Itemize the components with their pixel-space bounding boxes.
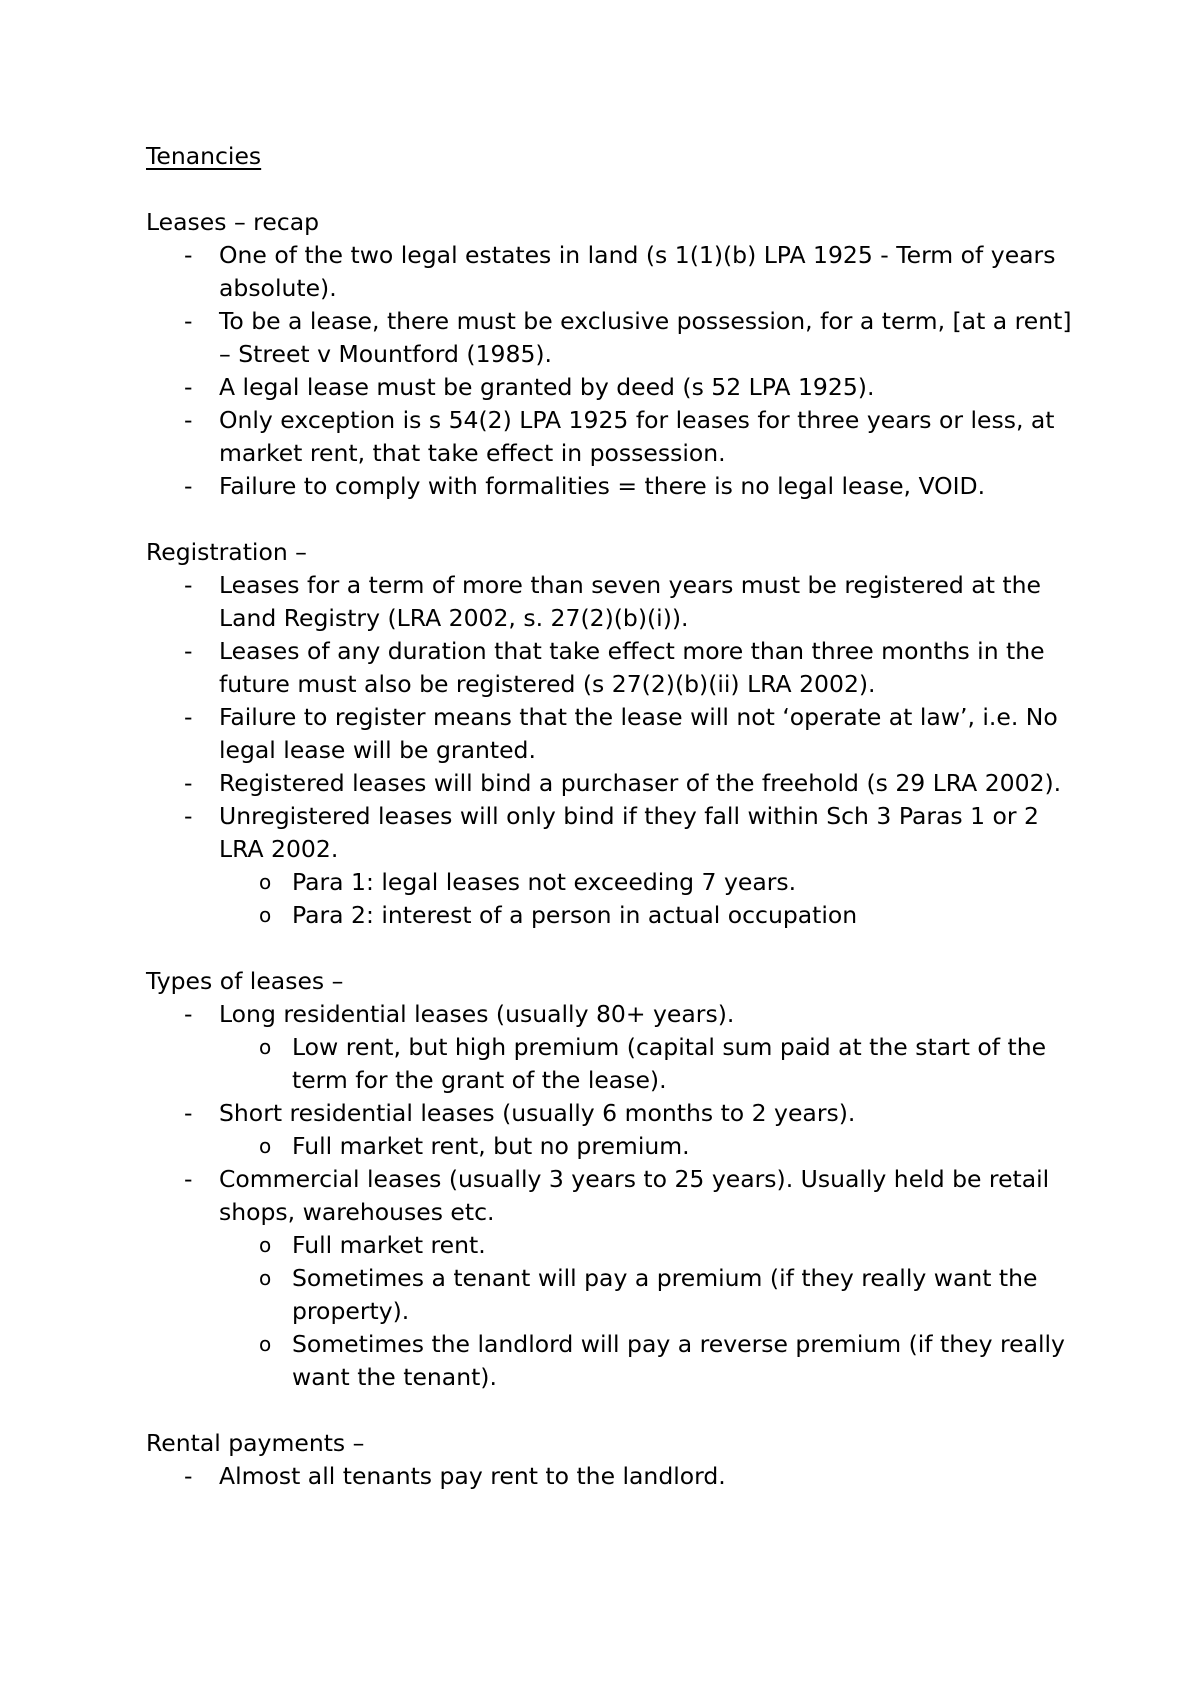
dash-bullet: - (184, 1462, 193, 1490)
sub-list-item (219, 1262, 1086, 1328)
dash-bullet: - (184, 571, 193, 599)
sub-list-item-text: Sometimes a tenant will pay a premium (if they really want the property). (292, 1264, 1038, 1325)
list-item-text: Only exception is s 54(2) LPA 1925 for leases for three years or less, at market rent, that take effect in possession. (219, 406, 1055, 467)
bullet-list (146, 239, 1086, 503)
dash-bullet: - (184, 1099, 193, 1127)
sub-list-item (219, 866, 1086, 899)
section (146, 206, 1086, 503)
sub-list-item (219, 1130, 1086, 1163)
document-title: Tenancies (146, 142, 262, 170)
list-item-text: Short residential leases (usually 6 months to 2 years). (219, 1099, 856, 1127)
list-item (146, 404, 1086, 470)
circle-bullet: o (259, 1266, 272, 1290)
dash-bullet: - (184, 373, 193, 401)
dash-bullet: - (184, 406, 193, 434)
sub-bullet-list (219, 1031, 1086, 1097)
section (146, 1427, 1086, 1493)
list-item-text: One of the two legal estates in land (s 1(1)(b) LPA 1925 - Term of years absolute). (219, 241, 1056, 302)
list-item-text: A legal lease must be granted by deed (s 52 LPA 1925). (219, 373, 875, 401)
circle-bullet: o (259, 903, 272, 927)
bullet-list (146, 1460, 1086, 1493)
list-item-text: Commercial leases (usually 3 years to 25 years). Usually held be retail shops, warehouses etc. (219, 1165, 1050, 1226)
document-page (146, 140, 1086, 1526)
document-body (146, 206, 1086, 1493)
list-item (146, 470, 1086, 503)
dash-bullet: - (184, 802, 193, 830)
bullet-list (146, 998, 1086, 1394)
dash-bullet: - (184, 1000, 193, 1028)
list-item-text: Registered leases will bind a purchaser of the freehold (s 29 LRA 2002). (219, 769, 1062, 797)
sub-list-item (219, 899, 1086, 932)
list-item (146, 239, 1086, 305)
list-item (146, 800, 1086, 932)
circle-bullet: o (259, 1134, 272, 1158)
section-heading: Types of leases – (146, 967, 344, 995)
list-item-text: Long residential leases (usually 80+ years). (219, 1000, 735, 1028)
list-item (146, 371, 1086, 404)
sub-list-item-text: Para 2: interest of a person in actual occupation (292, 901, 858, 929)
list-item-text: Failure to register means that the lease will not ‘operate at law’, i.e. No legal lease will be granted. (219, 703, 1058, 764)
sub-list-item-text: Sometimes the landlord will pay a reverse premium (if they really want the tenant). (292, 1330, 1065, 1391)
sub-list-item-text: Full market rent. (292, 1231, 486, 1259)
list-item-text: Unregistered leases will only bind if they fall within Sch 3 Paras 1 or 2 LRA 2002. (219, 802, 1039, 863)
section (146, 965, 1086, 1394)
dash-bullet: - (184, 1165, 193, 1193)
list-item-text: Leases for a term of more than seven years must be registered at the Land Registry (LRA 2002, s. 27(2)(b)(i)). (219, 571, 1041, 632)
list-item (146, 1460, 1086, 1493)
sub-list-item-text: Para 1: legal leases not exceeding 7 years. (292, 868, 797, 896)
dash-bullet: - (184, 769, 193, 797)
circle-bullet: o (259, 870, 272, 894)
sub-list-item (219, 1031, 1086, 1097)
list-item-text: Failure to comply with formalities = there is no legal lease, VOID. (219, 472, 986, 500)
list-item (146, 767, 1086, 800)
sub-list-item (219, 1229, 1086, 1262)
circle-bullet: o (259, 1233, 272, 1257)
list-item-text: Almost all tenants pay rent to the landlord. (219, 1462, 726, 1490)
list-item-text: Leases of any duration that take effect more than three months in the future must also be registered (s 27(2)(b)(ii) LRA 2002). (219, 637, 1045, 698)
list-item (146, 569, 1086, 635)
sub-list-item-text: Low rent, but high premium (capital sum paid at the start of the term for the grant of the lease). (292, 1033, 1047, 1094)
list-item (146, 701, 1086, 767)
section-heading: Leases – recap (146, 208, 320, 236)
bullet-list (146, 569, 1086, 932)
list-item (146, 998, 1086, 1097)
dash-bullet: - (184, 703, 193, 731)
dash-bullet: - (184, 472, 193, 500)
sub-list-item-text: Full market rent, but no premium. (292, 1132, 690, 1160)
list-item (146, 305, 1086, 371)
sub-bullet-list (219, 866, 1086, 932)
dash-bullet: - (184, 637, 193, 665)
section (146, 536, 1086, 932)
dash-bullet: - (184, 241, 193, 269)
list-item (146, 635, 1086, 701)
sub-list-item (219, 1328, 1086, 1394)
list-item (146, 1097, 1086, 1163)
section-heading: Registration – (146, 538, 307, 566)
circle-bullet: o (259, 1035, 272, 1059)
dash-bullet: - (184, 307, 193, 335)
sub-bullet-list (219, 1229, 1086, 1394)
sub-bullet-list (219, 1130, 1086, 1163)
list-item-text: To be a lease, there must be exclusive possession, for a term, [at a rent] – Street v Mountford (1985). (219, 307, 1072, 368)
circle-bullet: o (259, 1332, 272, 1356)
list-item (146, 1163, 1086, 1394)
section-heading: Rental payments – (146, 1429, 365, 1457)
